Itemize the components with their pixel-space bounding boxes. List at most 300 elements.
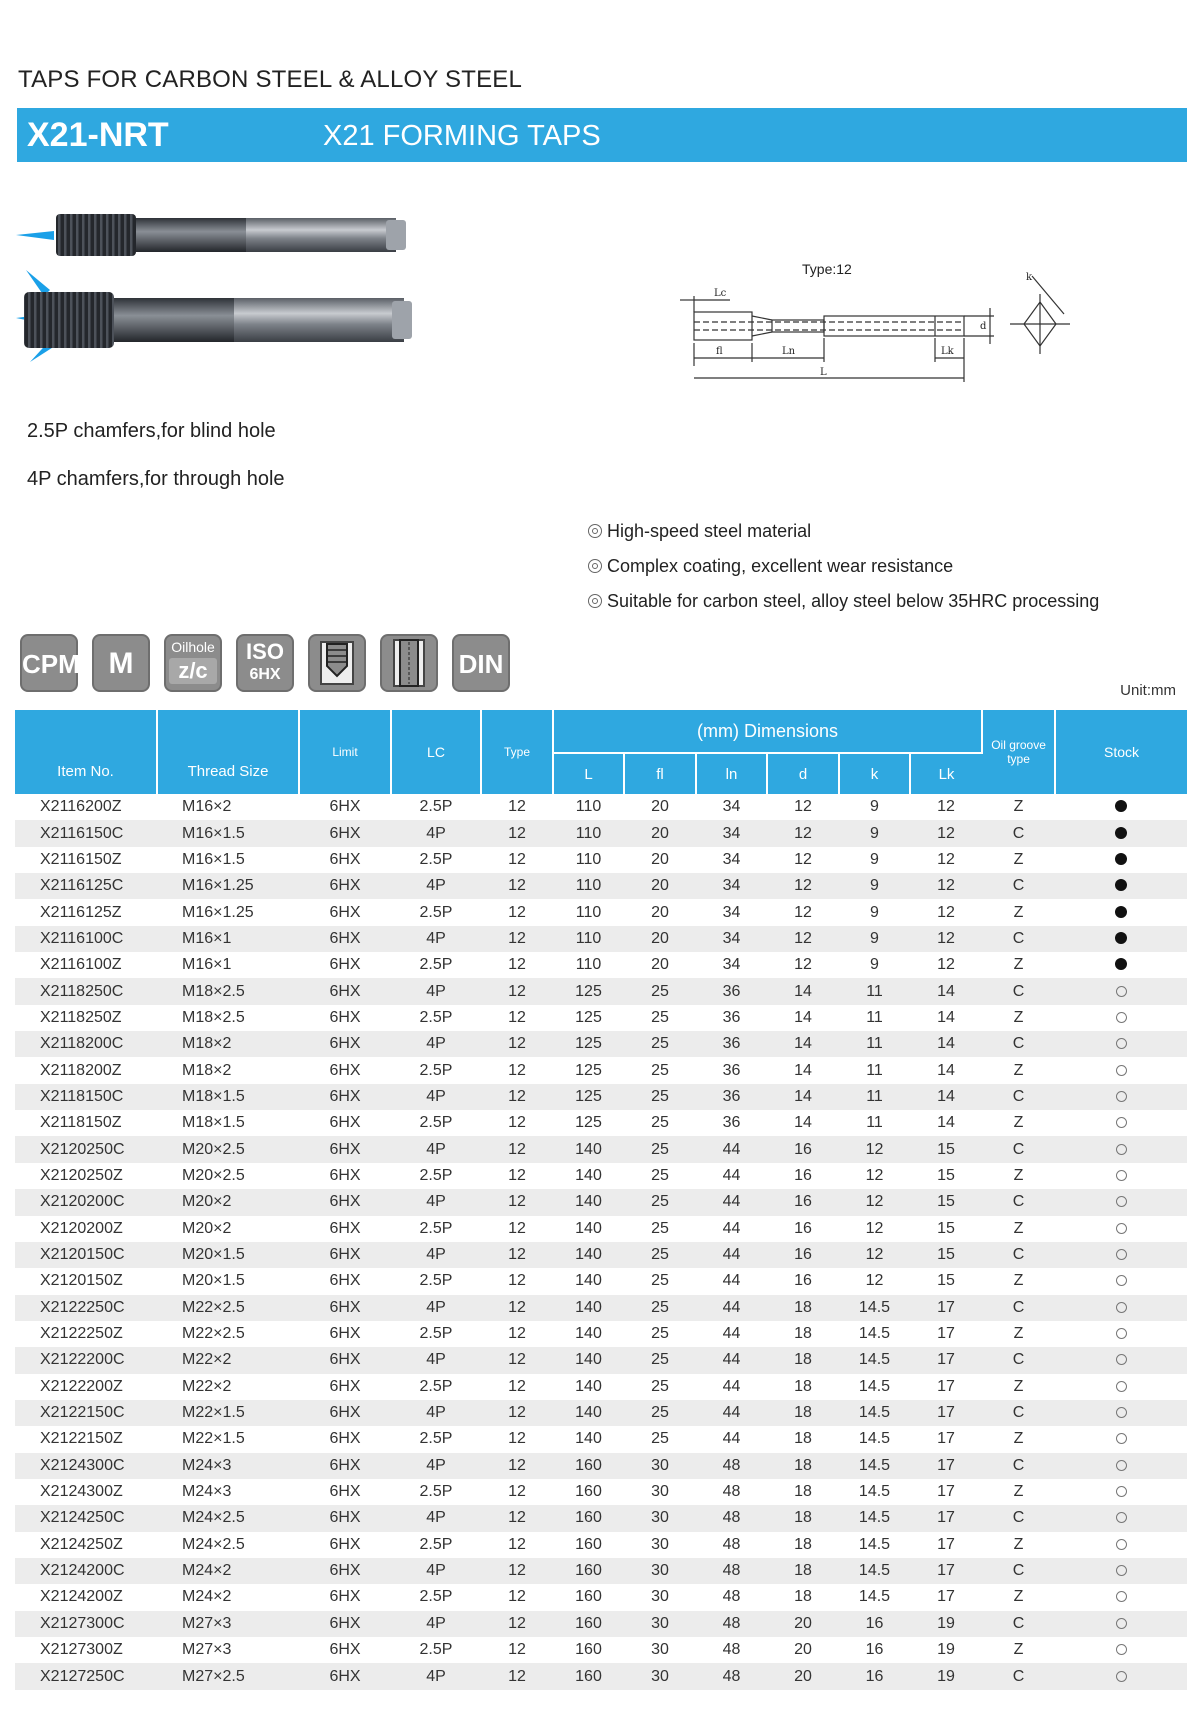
cell-stock bbox=[1055, 873, 1187, 899]
cell-ln: 34 bbox=[722, 903, 741, 921]
cell-oil-groove-type: C bbox=[982, 1347, 1055, 1373]
table-row bbox=[15, 926, 1187, 952]
cell-thread-size: M22×2 bbox=[182, 1377, 232, 1395]
cell-fl: 25 bbox=[624, 1189, 696, 1215]
table-row bbox=[15, 1479, 1187, 1505]
cell-ln: 36 bbox=[696, 1031, 767, 1057]
cell-oil-groove-type: C bbox=[982, 1189, 1055, 1215]
cell-k: 14.5 bbox=[839, 1400, 910, 1426]
cell-lk: 15 bbox=[937, 1272, 955, 1290]
cell-ln: 44 bbox=[696, 1136, 767, 1162]
cell-d: 16 bbox=[767, 1189, 839, 1215]
cell-limit: 6HX bbox=[299, 1084, 391, 1110]
out-of-stock-icon bbox=[1116, 1354, 1127, 1365]
cell-item-no: X2118250C bbox=[15, 978, 157, 1004]
cell-limit: 6HX bbox=[299, 978, 391, 1004]
cell-lc: 2.5P bbox=[419, 1272, 453, 1290]
cell-k: 12 bbox=[865, 1272, 884, 1290]
out-of-stock-icon bbox=[1116, 1618, 1127, 1629]
cell-lk: 12 bbox=[937, 903, 955, 921]
cell-d: 18 bbox=[794, 1430, 812, 1448]
cell-fl: 30 bbox=[651, 1483, 669, 1501]
cell-k: 11 bbox=[866, 1061, 883, 1079]
cell-lc: 4P bbox=[391, 1453, 481, 1479]
cell-stock bbox=[1055, 1584, 1187, 1610]
in-stock-icon bbox=[1115, 800, 1127, 812]
cell-item-no: X2124250C bbox=[15, 1505, 157, 1531]
cell-oil-groove-type: Z bbox=[1013, 1219, 1024, 1237]
cell-thread-size: M20×1.5 bbox=[182, 1272, 245, 1290]
out-of-stock-icon bbox=[1116, 1091, 1127, 1102]
cell-oil-groove-type: C bbox=[982, 1400, 1055, 1426]
cell-lc: 4P bbox=[391, 1136, 481, 1162]
cell-fl: 30 bbox=[624, 1558, 696, 1584]
cell-l: 140 bbox=[553, 1347, 624, 1373]
cell-fl: 20 bbox=[651, 956, 669, 974]
cell-fl: 30 bbox=[624, 1611, 696, 1637]
cell-limit: 6HX bbox=[299, 1505, 391, 1531]
cell-lc: 2.5P bbox=[419, 1641, 453, 1659]
table-row bbox=[15, 978, 1187, 1004]
out-of-stock-icon bbox=[1116, 1591, 1127, 1602]
circle-bullet-icon bbox=[588, 559, 602, 573]
cell-lk: 17 bbox=[937, 1325, 955, 1343]
table-row bbox=[15, 847, 1187, 873]
table-row bbox=[15, 1242, 1187, 1268]
table-row bbox=[15, 1611, 1187, 1637]
cell-k: 12 bbox=[865, 1166, 884, 1184]
through-hole-badge-icon bbox=[380, 634, 438, 692]
cell-d: 16 bbox=[767, 1136, 839, 1162]
cell-oil-groove-type: C bbox=[982, 1453, 1055, 1479]
cell-l: 160 bbox=[553, 1505, 624, 1531]
cell-stock bbox=[1055, 1347, 1187, 1373]
cell-l: 160 bbox=[575, 1588, 602, 1606]
cell-type: 12 bbox=[481, 1189, 553, 1215]
out-of-stock-icon bbox=[1116, 1038, 1127, 1049]
spec-table-body bbox=[15, 794, 1187, 1690]
header-dimensions: (mm) Dimensions bbox=[553, 710, 982, 753]
header-fl: fl bbox=[624, 753, 696, 794]
cell-stock bbox=[1055, 1637, 1187, 1663]
cell-limit: 6HX bbox=[329, 1535, 361, 1553]
cell-limit: 6HX bbox=[329, 1061, 361, 1079]
cell-ln: 34 bbox=[722, 798, 741, 816]
category-heading: TAPS FOR CARBON STEEL & ALLOY STEEL bbox=[18, 66, 523, 93]
table-row bbox=[15, 1532, 1187, 1558]
cell-limit: 6HX bbox=[299, 820, 391, 846]
cell-ln: 34 bbox=[696, 820, 767, 846]
cell-fl: 25 bbox=[651, 1166, 669, 1184]
cell-ln: 48 bbox=[696, 1611, 767, 1637]
cell-ln: 44 bbox=[696, 1295, 767, 1321]
cell-item-no: X2120150C bbox=[15, 1242, 157, 1268]
cell-type: 12 bbox=[508, 956, 526, 974]
cell-thread-size: M22×2.5 bbox=[157, 1295, 299, 1321]
cell-fl: 20 bbox=[624, 873, 696, 899]
table-row bbox=[15, 873, 1187, 899]
cell-l: 140 bbox=[553, 1136, 624, 1162]
cell-lc: 2.5P bbox=[419, 850, 453, 868]
cell-stock bbox=[1055, 1611, 1187, 1637]
table-row bbox=[15, 1268, 1187, 1294]
tap-product-image bbox=[16, 200, 436, 375]
header-l: L bbox=[553, 753, 624, 794]
cell-item-no: X2120200Z bbox=[40, 1219, 123, 1237]
cell-limit: 6HX bbox=[299, 1611, 391, 1637]
cell-thread-size: M16×1 bbox=[182, 956, 232, 974]
chamfer-note-blind: 2.5P chamfers,for blind hole bbox=[27, 420, 276, 442]
cell-thread-size: M20×2.5 bbox=[157, 1136, 299, 1162]
cell-lk: 15 bbox=[910, 1242, 982, 1268]
cell-oil-groove-type: Z bbox=[1013, 1535, 1024, 1553]
table-row bbox=[15, 1216, 1187, 1242]
cell-stock bbox=[1055, 1532, 1187, 1558]
table-row bbox=[15, 1637, 1187, 1663]
cell-ln: 34 bbox=[696, 873, 767, 899]
iso-6hx-badge-icon: ISO 6HX bbox=[236, 634, 294, 692]
cell-stock bbox=[1055, 1453, 1187, 1479]
cell-ln: 44 bbox=[696, 1242, 767, 1268]
cell-oil-groove-type: C bbox=[982, 1136, 1055, 1162]
table-row bbox=[15, 1110, 1187, 1136]
cell-ln: 44 bbox=[722, 1430, 741, 1448]
cell-type: 12 bbox=[481, 1505, 553, 1531]
out-of-stock-icon bbox=[1116, 1433, 1127, 1444]
product-code: X21-NRT bbox=[27, 116, 169, 154]
out-of-stock-icon bbox=[1116, 1249, 1127, 1260]
cell-d: 18 bbox=[767, 1347, 839, 1373]
cell-limit: 6HX bbox=[329, 850, 361, 868]
table-row bbox=[15, 1400, 1187, 1426]
cell-lk: 17 bbox=[937, 1483, 955, 1501]
cell-limit: 6HX bbox=[329, 903, 361, 921]
cell-item-no: X2120250Z bbox=[40, 1166, 123, 1184]
cell-k: 11 bbox=[866, 1114, 883, 1132]
table-row bbox=[15, 1558, 1187, 1584]
cell-type: 12 bbox=[508, 1430, 526, 1448]
cell-thread-size: M24×2.5 bbox=[182, 1535, 245, 1553]
circle-bullet-icon bbox=[588, 524, 602, 538]
cell-item-no: X2124300C bbox=[15, 1453, 157, 1479]
cell-item-no: X2124200C bbox=[15, 1558, 157, 1584]
cell-limit: 6HX bbox=[299, 1189, 391, 1215]
table-row bbox=[15, 820, 1187, 846]
cell-lc: 4P bbox=[391, 1031, 481, 1057]
oilhole-badge-icon: Oilhole z/c bbox=[164, 634, 222, 692]
cell-d: 14 bbox=[767, 978, 839, 1004]
cell-limit: 6HX bbox=[329, 1588, 361, 1606]
drawing-type-label: Type:12 bbox=[802, 261, 852, 277]
cell-lk: 14 bbox=[910, 978, 982, 1004]
cell-type: 12 bbox=[508, 1641, 526, 1659]
cell-fl: 20 bbox=[651, 903, 669, 921]
cell-type: 12 bbox=[481, 1400, 553, 1426]
cell-stock bbox=[1055, 1057, 1187, 1083]
cell-oil-groove-type: C bbox=[982, 926, 1055, 952]
cell-limit: 6HX bbox=[329, 1008, 361, 1026]
cell-thread-size: M16×1.25 bbox=[182, 903, 254, 921]
out-of-stock-icon bbox=[1116, 1170, 1127, 1181]
in-stock-icon bbox=[1115, 958, 1127, 970]
cell-oil-groove-type: Z bbox=[1013, 956, 1024, 974]
cell-thread-size: M16×1 bbox=[157, 926, 299, 952]
cell-lk: 12 bbox=[910, 926, 982, 952]
table-row bbox=[15, 1084, 1187, 1110]
cell-item-no: X2116100C bbox=[15, 926, 157, 952]
cell-item-no: X2120200C bbox=[15, 1189, 157, 1215]
cell-fl: 25 bbox=[651, 1377, 669, 1395]
cell-type: 12 bbox=[508, 1535, 526, 1553]
cell-fl: 25 bbox=[624, 1136, 696, 1162]
cell-stock bbox=[1055, 1084, 1187, 1110]
cell-oil-groove-type: Z bbox=[1013, 903, 1024, 921]
cell-lk: 17 bbox=[937, 1588, 955, 1606]
cell-thread-size: M18×1.5 bbox=[182, 1114, 245, 1132]
cell-fl: 25 bbox=[624, 978, 696, 1004]
cell-thread-size: M16×2 bbox=[182, 798, 232, 816]
cell-thread-size: M22×2 bbox=[157, 1347, 299, 1373]
cell-d: 18 bbox=[767, 1295, 839, 1321]
out-of-stock-icon bbox=[1116, 1302, 1127, 1313]
feature-item: High-speed steel material bbox=[588, 514, 1099, 549]
in-stock-icon bbox=[1115, 906, 1127, 918]
out-of-stock-icon bbox=[1116, 1671, 1127, 1682]
cell-lc: 4P bbox=[391, 1611, 481, 1637]
cell-k: 14.5 bbox=[858, 1588, 891, 1606]
cell-k: 14.5 bbox=[839, 1505, 910, 1531]
cell-fl: 25 bbox=[651, 1219, 669, 1237]
cell-lc: 2.5P bbox=[419, 1219, 453, 1237]
cell-fl: 30 bbox=[651, 1641, 669, 1659]
cell-lc: 4P bbox=[391, 1084, 481, 1110]
cell-l: 140 bbox=[553, 1189, 624, 1215]
cell-lc: 4P bbox=[391, 926, 481, 952]
cell-item-no: X2118200C bbox=[15, 1031, 157, 1057]
cell-stock bbox=[1055, 1374, 1187, 1400]
cell-lc: 4P bbox=[391, 1558, 481, 1584]
cell-l: 160 bbox=[575, 1483, 602, 1501]
cell-oil-groove-type: Z bbox=[1013, 1430, 1024, 1448]
cell-fl: 20 bbox=[651, 798, 669, 816]
cell-k: 16 bbox=[865, 1641, 884, 1659]
cell-ln: 44 bbox=[696, 1189, 767, 1215]
drawing-label-k: k bbox=[1026, 272, 1033, 283]
cell-l: 110 bbox=[575, 798, 602, 816]
cell-type: 12 bbox=[481, 1031, 553, 1057]
cell-lk: 19 bbox=[910, 1611, 982, 1637]
cell-item-no: X2124300Z bbox=[40, 1483, 123, 1501]
table-row bbox=[15, 1321, 1187, 1347]
cell-stock bbox=[1055, 1663, 1187, 1689]
cell-type: 12 bbox=[508, 1325, 526, 1343]
cell-d: 12 bbox=[767, 820, 839, 846]
cell-ln: 44 bbox=[722, 1219, 741, 1237]
cell-lk: 14 bbox=[910, 1031, 982, 1057]
cell-lk: 17 bbox=[937, 1430, 955, 1448]
cell-lc: 2.5P bbox=[419, 903, 453, 921]
feature-item: Complex coating, excellent wear resistance bbox=[588, 549, 1099, 584]
cell-ln: 44 bbox=[722, 1377, 741, 1395]
out-of-stock-icon bbox=[1116, 1065, 1127, 1076]
cell-stock bbox=[1055, 1005, 1187, 1031]
cell-lc: 2.5P bbox=[419, 1166, 453, 1184]
cell-k: 11 bbox=[839, 1031, 910, 1057]
drawing-label-lk: Lk bbox=[941, 346, 954, 357]
cell-lc: 2.5P bbox=[419, 1325, 453, 1343]
unit-label: Unit:mm bbox=[1120, 682, 1176, 699]
cell-d: 16 bbox=[794, 1272, 812, 1290]
cell-k: 16 bbox=[839, 1611, 910, 1637]
din-badge-icon: DIN bbox=[452, 634, 510, 692]
cell-lc: 4P bbox=[391, 820, 481, 846]
cell-d: 12 bbox=[794, 903, 812, 921]
cell-d: 16 bbox=[767, 1242, 839, 1268]
spec-table bbox=[15, 710, 1187, 1690]
cell-l: 140 bbox=[575, 1219, 602, 1237]
cell-d: 16 bbox=[794, 1219, 812, 1237]
cell-d: 12 bbox=[794, 956, 812, 974]
cell-fl: 25 bbox=[651, 1114, 669, 1132]
cell-fl: 25 bbox=[624, 1084, 696, 1110]
technical-drawing bbox=[660, 258, 1070, 398]
drawing-label-ln: Ln bbox=[782, 346, 796, 357]
header-type: Type bbox=[481, 710, 553, 794]
cell-oil-groove-type: C bbox=[982, 873, 1055, 899]
cell-limit: 6HX bbox=[299, 926, 391, 952]
cell-stock bbox=[1055, 1110, 1187, 1136]
header-lk: Lk bbox=[910, 753, 982, 794]
cell-type: 12 bbox=[481, 978, 553, 1004]
cell-l: 140 bbox=[575, 1166, 602, 1184]
cell-thread-size: M20×2 bbox=[157, 1189, 299, 1215]
in-stock-icon bbox=[1115, 853, 1127, 865]
cell-type: 12 bbox=[508, 1114, 526, 1132]
cell-d: 14 bbox=[794, 1061, 812, 1079]
cell-stock bbox=[1055, 978, 1187, 1004]
cell-d: 18 bbox=[767, 1505, 839, 1531]
table-row bbox=[15, 1189, 1187, 1215]
cell-lk: 12 bbox=[937, 956, 955, 974]
cell-fl: 20 bbox=[651, 850, 669, 868]
cell-l: 140 bbox=[575, 1325, 602, 1343]
cell-d: 20 bbox=[767, 1611, 839, 1637]
cell-stock bbox=[1055, 952, 1187, 978]
cell-k: 14.5 bbox=[858, 1325, 891, 1343]
cell-type: 12 bbox=[481, 820, 553, 846]
in-stock-icon bbox=[1115, 827, 1127, 839]
cell-type: 12 bbox=[508, 850, 526, 868]
cell-thread-size: M18×2.5 bbox=[182, 1008, 245, 1026]
cell-thread-size: M22×1.5 bbox=[157, 1400, 299, 1426]
cell-fl: 25 bbox=[651, 1272, 669, 1290]
cell-d: 14 bbox=[794, 1114, 812, 1132]
cell-k: 9 bbox=[839, 926, 910, 952]
out-of-stock-icon bbox=[1116, 1565, 1127, 1576]
cell-lk: 14 bbox=[937, 1008, 955, 1026]
cell-l: 110 bbox=[553, 926, 624, 952]
cell-lk: 17 bbox=[910, 1347, 982, 1373]
cell-lc: 2.5P bbox=[419, 1377, 453, 1395]
cell-lc: 4P bbox=[391, 1505, 481, 1531]
out-of-stock-icon bbox=[1116, 1460, 1127, 1471]
cell-oil-groove-type: Z bbox=[1013, 1325, 1024, 1343]
cell-stock bbox=[1055, 1242, 1187, 1268]
out-of-stock-icon bbox=[1116, 1275, 1127, 1286]
cell-lc: 4P bbox=[391, 1663, 481, 1689]
product-banner bbox=[17, 108, 1187, 162]
cell-limit: 6HX bbox=[329, 1377, 361, 1395]
header-stock: Stock bbox=[1055, 710, 1187, 794]
cell-lk: 12 bbox=[937, 850, 955, 868]
cell-stock bbox=[1055, 1031, 1187, 1057]
out-of-stock-icon bbox=[1116, 1381, 1127, 1392]
table-row bbox=[15, 1663, 1187, 1689]
cell-l: 125 bbox=[553, 978, 624, 1004]
cell-fl: 25 bbox=[624, 1347, 696, 1373]
cell-thread-size: M24×2 bbox=[182, 1588, 232, 1606]
m-thread-badge-icon: M bbox=[92, 634, 150, 692]
cell-ln: 44 bbox=[696, 1347, 767, 1373]
cell-oil-groove-type: C bbox=[982, 820, 1055, 846]
cell-type: 12 bbox=[508, 903, 526, 921]
cell-limit: 6HX bbox=[329, 956, 361, 974]
cell-limit: 6HX bbox=[299, 1136, 391, 1162]
cell-limit: 6HX bbox=[299, 1558, 391, 1584]
cell-lk: 14 bbox=[937, 1061, 955, 1079]
cell-k: 14.5 bbox=[839, 1453, 910, 1479]
cell-stock bbox=[1055, 1321, 1187, 1347]
cell-thread-size: M20×2.5 bbox=[182, 1166, 245, 1184]
cell-ln: 48 bbox=[722, 1483, 741, 1501]
cell-fl: 30 bbox=[651, 1535, 669, 1553]
drawing-label-d: d bbox=[980, 321, 987, 332]
cell-k: 11 bbox=[839, 1084, 910, 1110]
cell-l: 160 bbox=[575, 1641, 602, 1659]
cell-oil-groove-type: Z bbox=[1013, 1272, 1024, 1290]
cell-type: 12 bbox=[508, 1166, 526, 1184]
cell-type: 12 bbox=[508, 1272, 526, 1290]
blind-hole-badge-icon bbox=[308, 634, 366, 692]
cell-type: 12 bbox=[481, 1663, 553, 1689]
cell-k: 14.5 bbox=[858, 1377, 891, 1395]
cell-type: 12 bbox=[508, 1061, 526, 1079]
cell-lk: 14 bbox=[937, 1114, 955, 1132]
table-row bbox=[15, 1163, 1187, 1189]
cell-limit: 6HX bbox=[329, 798, 361, 816]
cell-lk: 15 bbox=[937, 1219, 955, 1237]
cell-type: 12 bbox=[508, 1483, 526, 1501]
out-of-stock-icon bbox=[1116, 1328, 1127, 1339]
header-item-no: Item No. bbox=[15, 710, 157, 794]
cell-stock bbox=[1055, 1505, 1187, 1531]
cell-lk: 17 bbox=[937, 1535, 955, 1553]
cell-stock bbox=[1055, 820, 1187, 846]
cell-l: 125 bbox=[553, 1084, 624, 1110]
cell-limit: 6HX bbox=[329, 1483, 361, 1501]
cell-d: 18 bbox=[767, 1400, 839, 1426]
cell-limit: 6HX bbox=[329, 1430, 361, 1448]
cell-item-no: X2118150C bbox=[15, 1084, 157, 1110]
cell-type: 12 bbox=[481, 1558, 553, 1584]
header-thread-size: Thread Size bbox=[157, 710, 299, 794]
cell-oil-groove-type: Z bbox=[1013, 1114, 1024, 1132]
circle-bullet-icon bbox=[588, 594, 602, 608]
cell-type: 12 bbox=[481, 1242, 553, 1268]
cell-k: 11 bbox=[866, 1008, 883, 1026]
cell-item-no: X2116100Z bbox=[40, 956, 122, 974]
cell-k: 14.5 bbox=[858, 1430, 891, 1448]
